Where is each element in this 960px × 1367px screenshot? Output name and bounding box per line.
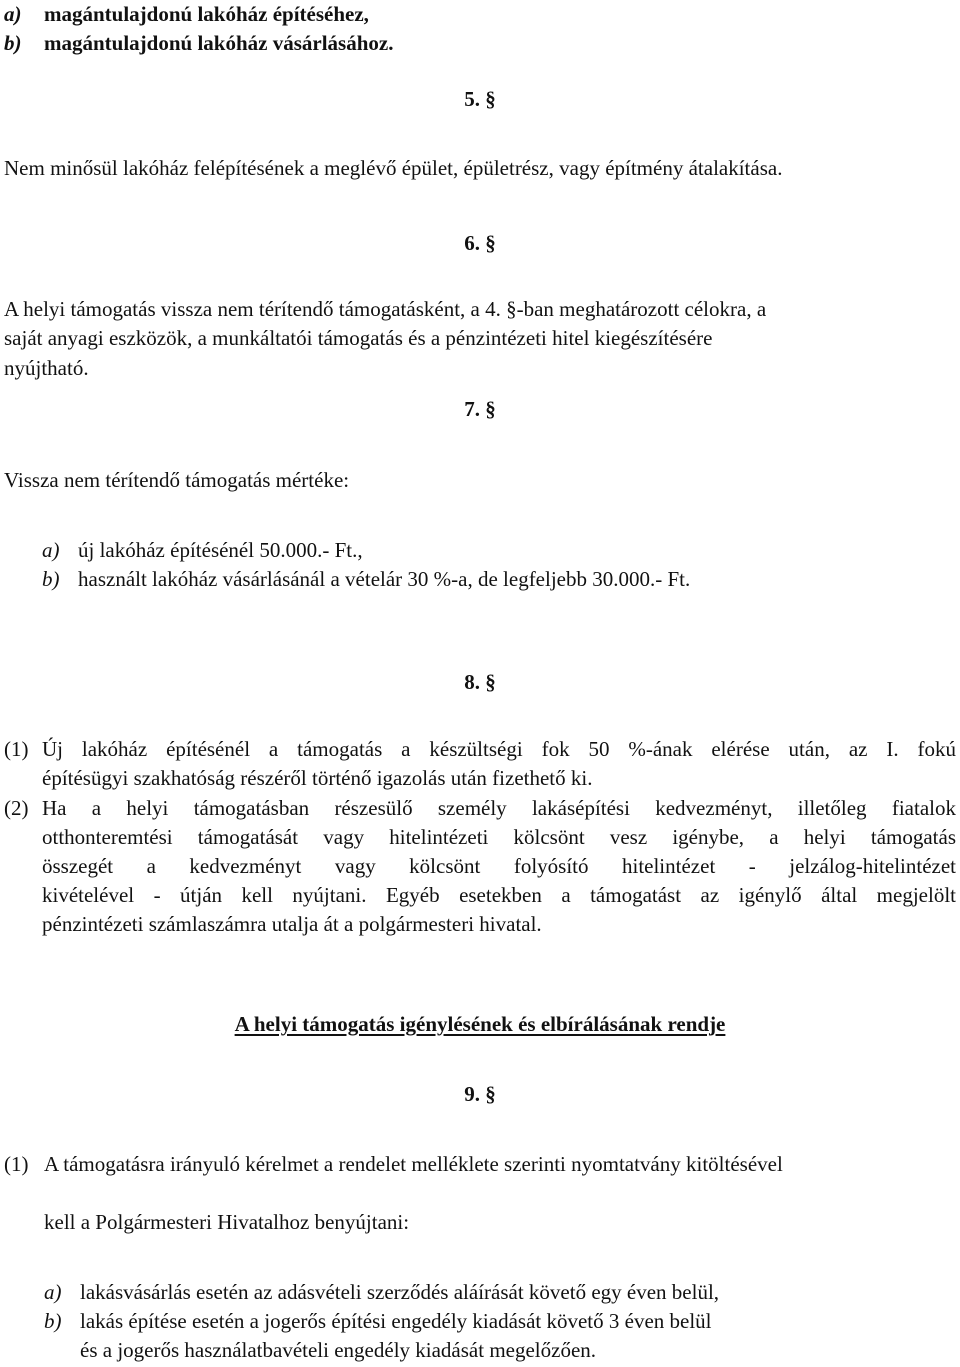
list-marker: b)	[44, 1309, 62, 1333]
paragraph-line: Új lakóház építésénél a támogatás a készültségi fok 50 %-ának elérése után, az I. fokú	[42, 737, 956, 761]
section-heading: A helyi támogatás igénylésének és elbírálásának rendje	[234, 1012, 726, 1036]
paragraph: Vissza nem térítendő támogatás mértéke:	[4, 468, 350, 492]
paragraph-marker: (1)	[4, 737, 29, 761]
section-number: 9. §	[464, 1082, 496, 1106]
paragraph-line: A helyi támogatás vissza nem térítendő támogatásként, a 4. §-ban meghatározott célokra, a	[4, 297, 767, 321]
paragraph-line: saját anyagi eszközök, a munkáltatói támogatás és a pénzintézeti hitel kiegészítésére	[4, 326, 713, 350]
list-marker: a)	[4, 2, 22, 26]
list-marker: a)	[42, 538, 60, 562]
section-number: 6. §	[464, 231, 496, 255]
list-text: használt lakóház vásárlásánál a vételár 30 %-a, de legfeljebb 30.000.- Ft.	[78, 567, 691, 591]
paragraph-marker: (1)	[4, 1152, 29, 1176]
list-item	[4, 31, 393, 55]
section-number: 8. §	[464, 670, 496, 694]
paragraph-line: összegét a kedvezményt vagy kölcsönt folyósító hitelintézet - jelzálog-hitelintézet	[42, 854, 956, 878]
list-text: magántulajdonú lakóház vásárlásához.	[44, 31, 394, 55]
list-marker: b)	[42, 567, 60, 591]
paragraph-line: építésügyi szakhatóság részéről történő igazolás után fizethető ki.	[42, 766, 593, 790]
paragraph-line: pénzintézeti számlaszámra utalja át a polgármesteri hivatal.	[42, 912, 542, 936]
paragraph-line: kivételével - útján kell nyújtani. Egyéb esetekben a támogatást az igénylő által megjelölt	[42, 883, 956, 907]
list-text: lakásvásárlás esetén az adásvételi szerződés aláírását követő egy éven belül,	[80, 1280, 720, 1304]
list-item	[4, 2, 369, 26]
paragraph: Nem minősül lakóház felépítésének a meglévő épület, épületrész, vagy építmény átalakítása.	[4, 156, 783, 180]
paragraph-line: A támogatásra irányuló kérelmet a rendelet melléklete szerinti nyomtatvány kitöltésével	[44, 1152, 783, 1176]
paragraph-line: Ha a helyi támogatásban részesülő személy lakásépítési kedvezményt, illetőleg fiatalok	[42, 796, 956, 820]
list-text: magántulajdonú lakóház építéséhez,	[44, 2, 369, 26]
paragraph-marker: (2)	[4, 796, 29, 820]
list-marker: b)	[4, 31, 22, 55]
section-number: 5. §	[464, 87, 496, 111]
list-text: lakás építése esetén a jogerős építési engedély kiadását követő 3 éven belül	[80, 1309, 712, 1333]
section-number: 7. §	[464, 397, 496, 421]
paragraph-line: nyújtható.	[4, 356, 89, 380]
list-continuation: és a jogerős használatbavételi engedély kiadását megelőzően.	[80, 1338, 597, 1362]
list-marker: a)	[44, 1280, 62, 1304]
paragraph-line: kell a Polgármesteri Hivatalhoz benyújtani:	[44, 1210, 410, 1234]
list-text: új lakóház építésénél 50.000.- Ft.,	[78, 538, 363, 562]
list-item	[44, 1309, 712, 1333]
list-item	[44, 1280, 719, 1304]
paragraph-line: otthonteremtési támogatását vagy hitelintézeti kölcsönt vesz igénybe, a helyi támogatás	[42, 825, 956, 849]
list-item	[42, 567, 690, 591]
list-item	[42, 538, 363, 562]
